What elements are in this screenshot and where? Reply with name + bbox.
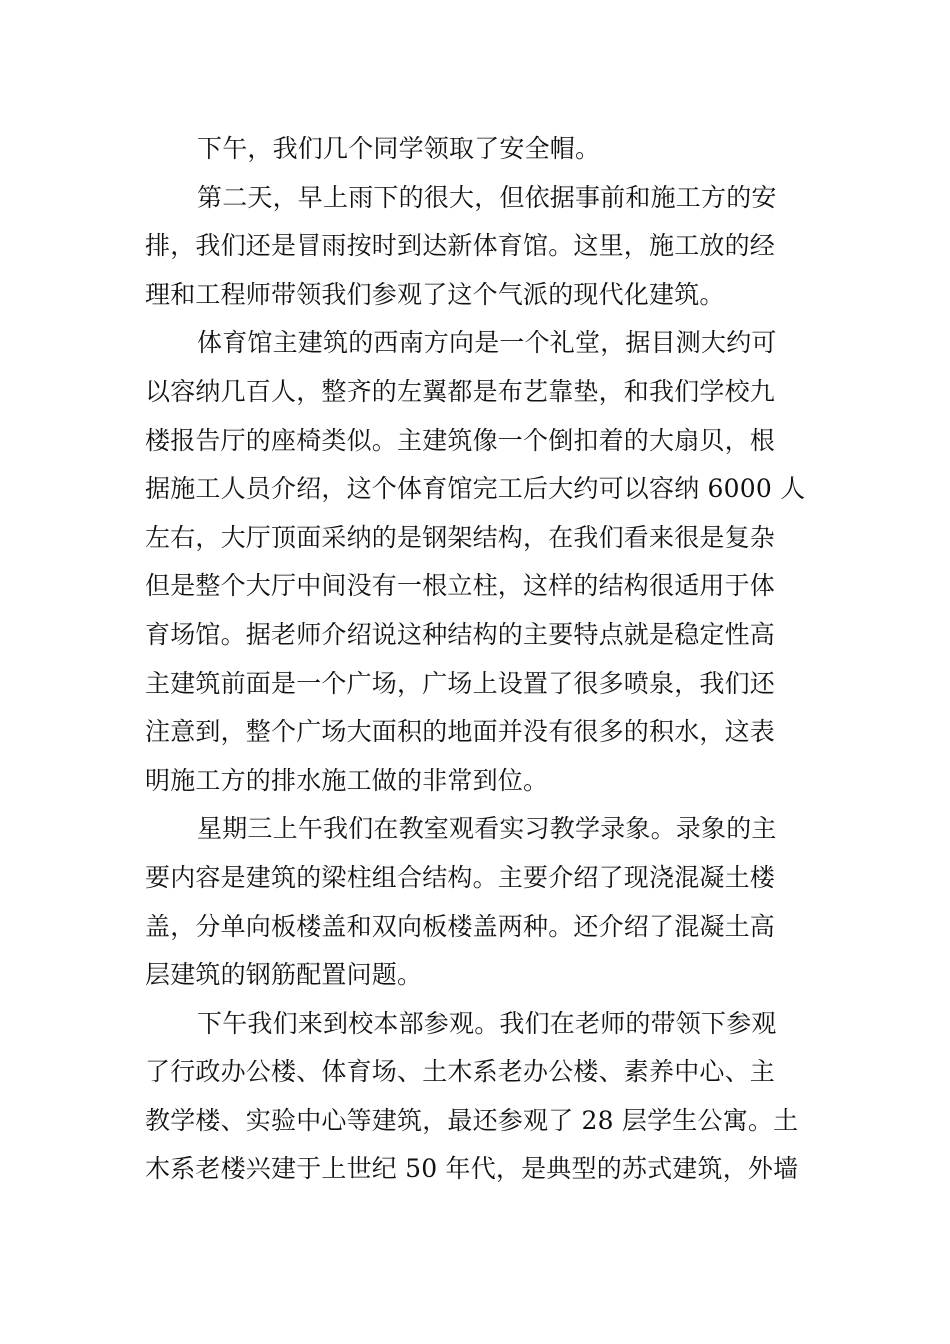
text-line: 要内容是建筑的梁柱组合结构。主要介绍了现浇混凝土楼 bbox=[145, 862, 776, 892]
text-line: 理和工程师带领我们参观了这个气派的现代化建筑。 bbox=[145, 279, 725, 309]
text-line: 了行政办公楼、体育场、土木系老办公楼、素养中心、主 bbox=[145, 1057, 776, 1087]
text-line: 育场馆。据老师介绍说这种结构的主要特点就是稳定性高 bbox=[145, 619, 776, 649]
text-line: 以容纳几百人，整齐的左翼都是布艺靠垫，和我们学校九 bbox=[145, 376, 776, 406]
text-line: 排，我们还是冒雨按时到达新体育馆。这里，施工放的经 bbox=[145, 231, 776, 261]
text-line: 明施工方的排水施工做的非常到位。 bbox=[145, 765, 549, 795]
text-line: 主建筑前面是一个广场，广场上设置了很多喷泉，我们还 bbox=[145, 668, 776, 698]
text-line: 教学楼、实验中心等建筑，最还参观了 28 层学生公寓。土 bbox=[145, 1105, 799, 1135]
text-line: 第二天，早上雨下的很大，但依据事前和施工方的安 bbox=[197, 182, 777, 212]
text-line: 楼报告厅的座椅类似。主建筑像一个倒扣着的大扇贝，根 bbox=[145, 425, 776, 455]
text-line: 木系老楼兴建于上世纪 50 年代，是典型的苏式建筑，外墙 bbox=[145, 1154, 799, 1184]
text-line: 下午我们来到校本部参观。我们在老师的带领下参观 bbox=[197, 1008, 777, 1038]
text-line: 下午，我们几个同学领取了安全帽。 bbox=[197, 134, 601, 163]
text-line: 注意到，整个广场大面积的地面并没有很多的积水，这表 bbox=[145, 717, 776, 747]
text-line: 据施工人员介绍，这个体育馆完工后大约可以容纳 6000 人 bbox=[145, 474, 806, 504]
text-line: 但是整个大厅中间没有一根立柱，这样的结构很适用于体 bbox=[145, 571, 776, 601]
text-line: 星期三上午我们在教室观看实习教学录象。录象的主 bbox=[197, 814, 777, 844]
text-line: 体育馆主建筑的西南方向是一个礼堂，据目测大约可 bbox=[197, 328, 777, 358]
text-line: 盖，分单向板楼盖和双向板楼盖两种。还介绍了混凝土高 bbox=[145, 911, 776, 941]
text-line: 层建筑的钢筋配置问题。 bbox=[145, 960, 423, 990]
document-body bbox=[145, 125, 807, 1194]
text-line: 左右，大厅顶面采纳的是钢架结构，在我们看来很是复杂 bbox=[145, 522, 776, 552]
